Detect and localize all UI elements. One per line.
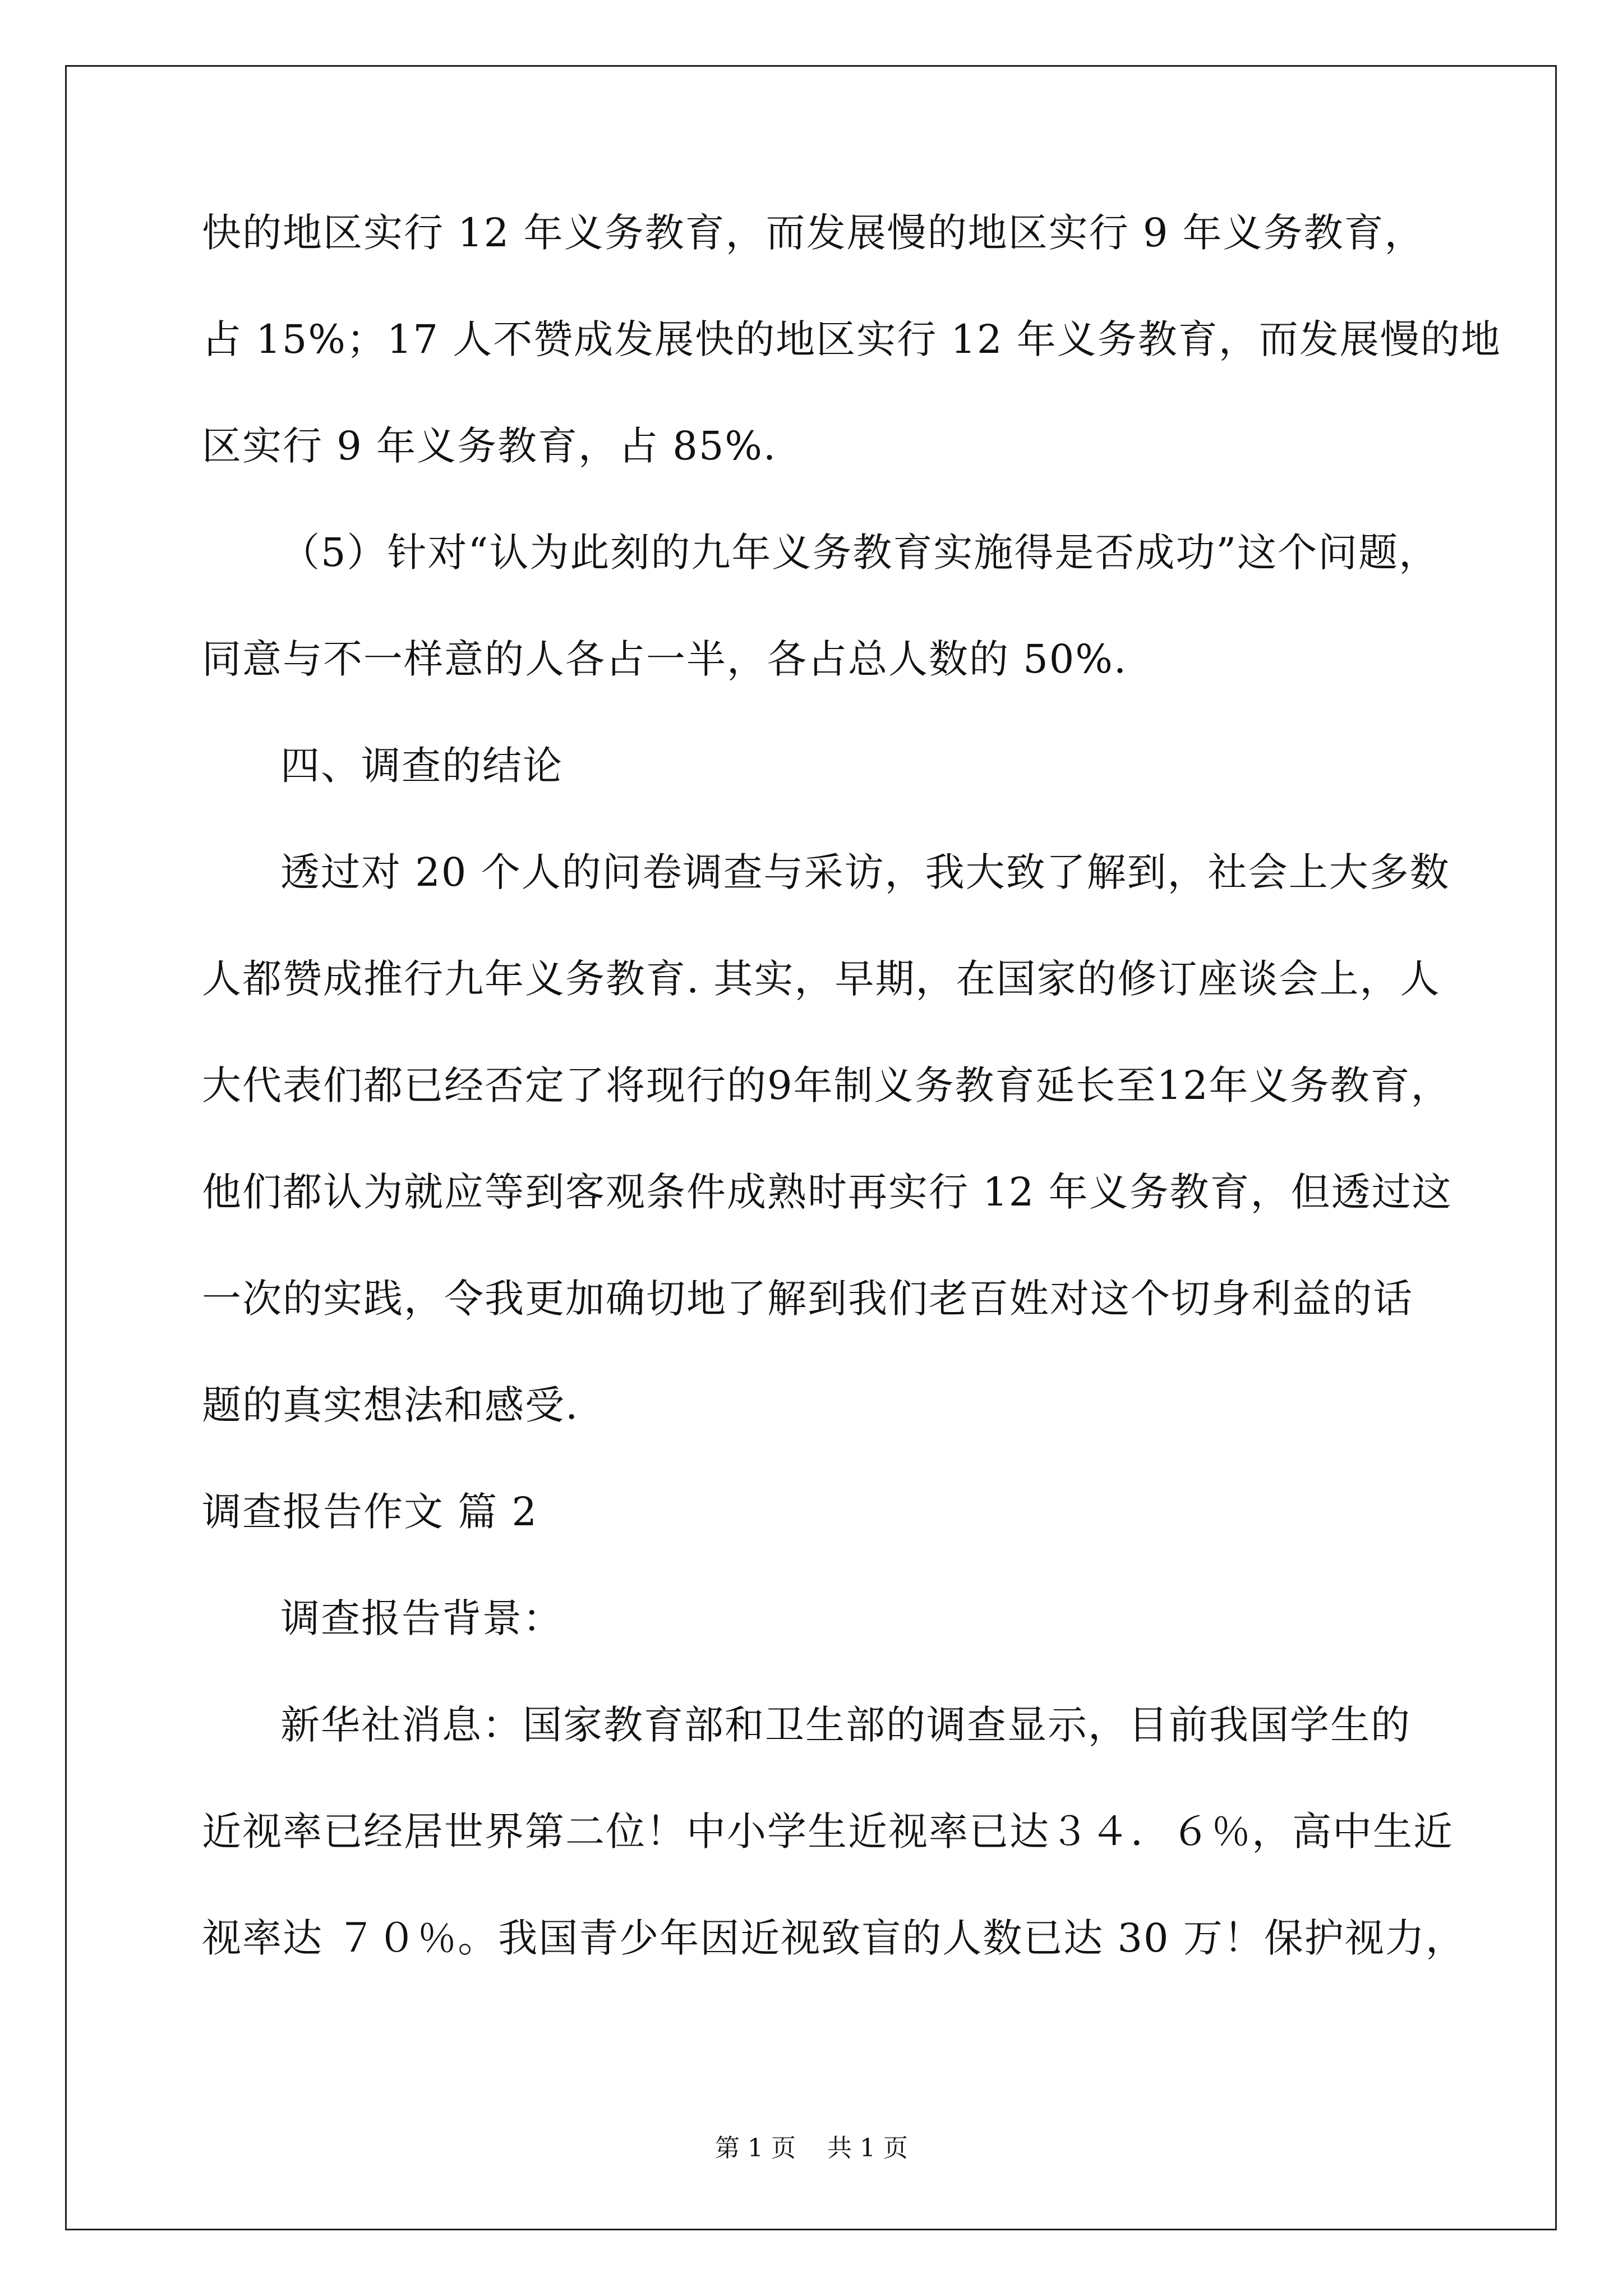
page-footer: 第 1 页 共 1 页 xyxy=(715,2134,908,2162)
body-line: （5）针对“认为此刻的九年义务教育实施得是否成功”这个问题， xyxy=(280,530,1440,576)
body-line: 人都赞成推行九年义务教育. 其实，早期，在国家的修订座谈会上，人 xyxy=(202,956,1441,1002)
body-line: 视率达 ７０％。我国青少年因近视致盲的人数已达 30 万！保护视力， xyxy=(202,1915,1466,1961)
body-line: 区实行 9 年义务教育，占 85%. xyxy=(202,423,777,469)
body-line: 近视率已经居世界第二位！中小学生近视率已达３４．６％，高中生近 xyxy=(202,1809,1454,1855)
body-line: 题的真实想法和感受. xyxy=(202,1382,579,1428)
body-line: 一次的实践，令我更加确切地了解到我们老百姓对这个切身利益的话 xyxy=(202,1276,1413,1322)
section-heading: 调查报告背景： xyxy=(280,1595,563,1641)
body-line: 他们都认为就应等到客观条件成熟时再实行 12 年义务教育，但透过这 xyxy=(202,1169,1453,1215)
article-title: 调查报告作文 篇 2 xyxy=(202,1489,538,1535)
section-heading: 四、调查的结论 xyxy=(280,743,563,789)
body-line: 占 15%；17 人不赞成发展快的地区实行 12 年义务教育，而发展慢的地 xyxy=(202,316,1501,362)
page-border xyxy=(65,65,1557,2230)
body-line: 大代表们都已经否定了将现行的9年制义务教育延长至12年义务教育， xyxy=(202,1062,1451,1108)
body-line: 透过对 20 个人的问卷调查与采访，我大致了解到，社会上大多数 xyxy=(280,849,1450,895)
body-line: 同意与不一样意的人各占一半，各占总人数的 50%. xyxy=(202,636,1128,682)
body-line: 新华社消息：国家教育部和卫生部的调查显示，目前我国学生的 xyxy=(280,1702,1411,1748)
body-line: 快的地区实行 12 年义务教育，而发展慢的地区实行 9 年义务教育， xyxy=(202,210,1425,256)
